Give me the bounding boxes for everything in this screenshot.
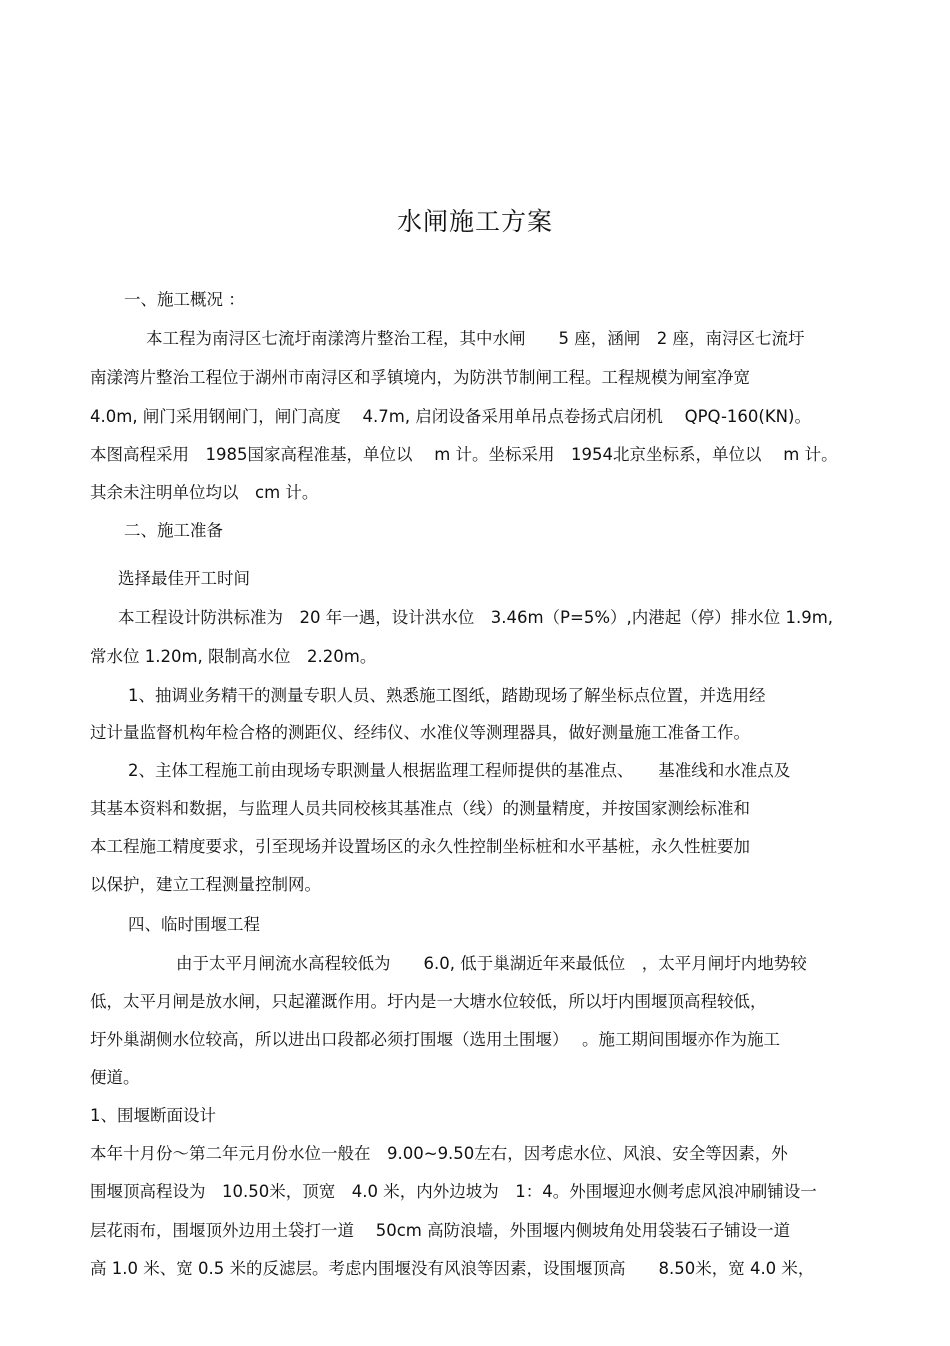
text-line: 本工程施工精度要求，引至现场并设置场区的永久性控制坐标桩和水平基桩，永久性桩要加 <box>90 837 750 856</box>
text-line: 一、施工概况 ： <box>124 290 245 309</box>
text-line: 以保护，建立工程测量控制网。 <box>90 875 321 894</box>
document-title: 水闸施工方案 <box>396 207 553 236</box>
text-line: 高 1.0 米、宽 0.5 米的反滤层。考虑内围堰没有风浪等因素，设围堰顶高 8.50米，宽 4.0 米， <box>90 1259 815 1278</box>
text-line: 本工程为南浔区七流圩南漾湾片整治工程，其中水闸 5 座，涵闸 2 座，南浔区七流圩 <box>146 329 805 348</box>
text-line: 本年十月份～第二年元月份水位一般在 9.00~9.50左右，因考虑水位、风浪、安全等因素，外 <box>90 1144 788 1163</box>
text-line: 低，太平月闸是放水闸，只起灌溉作用。圩内是一大塘水位较低，所以圩内围堰顶高程较低， <box>90 992 767 1011</box>
text-line: 其基本资料和数据，与监理人员共同校核其基准点（线）的测量精度，并按国家测绘标准和 <box>90 799 750 818</box>
text-line: 其余未注明单位均以 cm 计。 <box>90 483 319 502</box>
text-line: 过计量监督机构年检合格的测距仪、经纬仪、水准仪等测理器具，做好测量施工准备工作。 <box>90 723 750 742</box>
text-line: 便道。 <box>90 1068 140 1087</box>
text-line: 2、主体工程施工前由现场专职测量人根据监理工程师提供的基准点、 基准线和水准点及 <box>128 761 791 780</box>
text-line: 层花雨布，围堰顶外边用土袋打一道 50cm 高防浪墙，外围堰内侧坡角处用袋装石子铺设一道 <box>90 1221 791 1240</box>
text-line: 南漾湾片整治工程位于湖州市南浔区和孚镇境内，为防洪节制闸工程。工程规模为闸室净宽 <box>90 368 750 387</box>
text-line: 4.0m, 闸门采用钢闸门，闸门高度 4.7m, 启闭设备采用单吊点卷扬式启闭机 QPQ-160(KN)。 <box>90 407 811 426</box>
text-line: 选择最佳开工时间 <box>118 569 250 588</box>
text-line: 二、施工准备 <box>124 521 223 540</box>
text-line: 由于太平月闸流水高程较低为 6.0, 低于巢湖近年来最低位 ，太平月闸圩内地势较 <box>176 954 807 973</box>
text-line: 本图高程采用 1985国家高程准基，单位以 m 计。坐标采用 1954北京坐标系，单位以 m 计。 <box>90 445 838 464</box>
text-line: 本工程设计防洪标准为 20 年一遇，设计洪水位 3.46m（P=5%）,内港起（停）排水位 1.9m, <box>118 608 834 627</box>
text-line: 四、临时围堰工程 <box>128 915 260 934</box>
text-line: 圩外巢湖侧水位较高，所以进出口段都必须打围堰（选用土围堰） 。施工期间围堰亦作为施工 <box>90 1030 780 1049</box>
text-line: 常水位 1.20m, 限制高水位 2.20m。 <box>90 647 377 666</box>
text-line: 1、抽调业务精干的测量专职人员、熟悉施工图纸，踏勘现场了解坐标点位置，并选用经 <box>128 686 766 705</box>
text-line: 围堰顶高程设为 10.50米，顶宽 4.0 米，内外边坡为 1：4。外围堰迎水侧考虑风浪冲刷铺设一 <box>90 1182 817 1201</box>
text-line: 1、围堰断面设计 <box>90 1106 216 1125</box>
